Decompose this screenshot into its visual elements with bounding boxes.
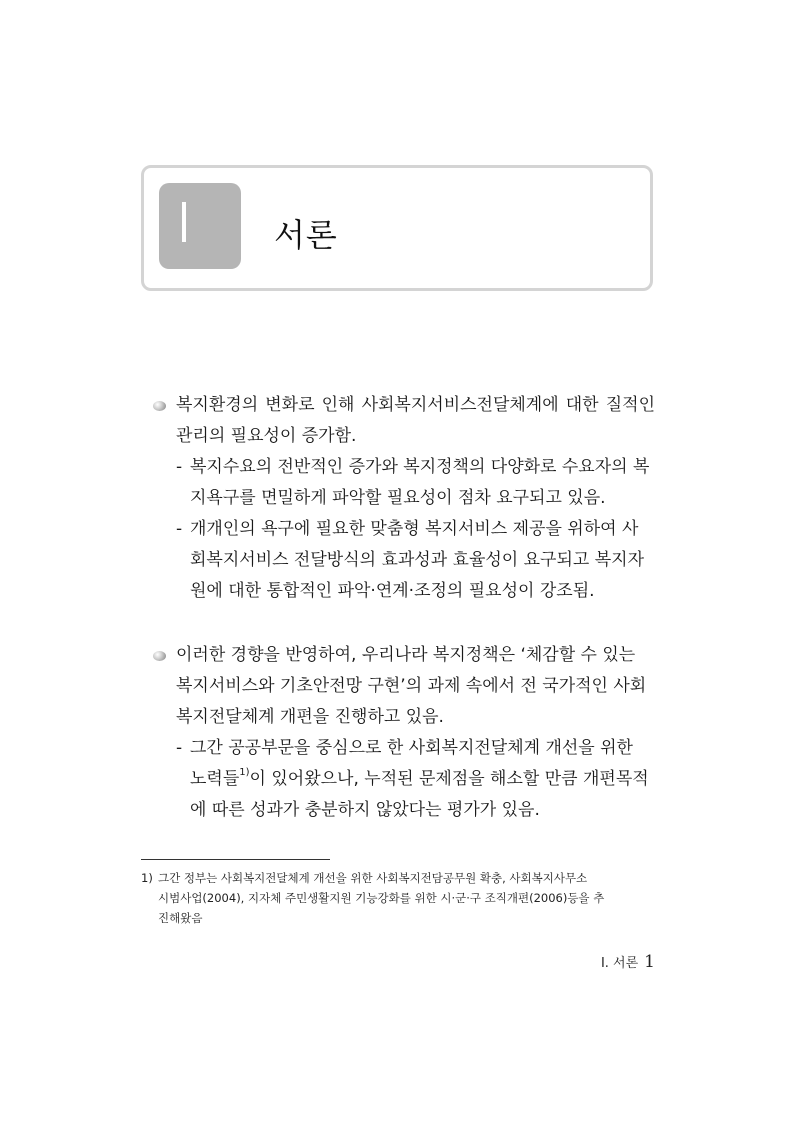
- text-line: 에 따른 성과가 충분하지 않았다는 평가가 있음.: [190, 800, 540, 820]
- chapter-title: 서론: [274, 216, 338, 254]
- text-line: 복지수요의 전반적인 증가와 복지정책의 다양화로 수요자의 복: [190, 457, 650, 477]
- text-line: 지욕구를 면밀하게 파악할 필요성이 점차 요구되고 있음.: [190, 488, 606, 508]
- text-span: 노력들: [190, 769, 240, 789]
- footnote-divider: [141, 859, 330, 860]
- sub-item: [150, 514, 655, 545]
- chapter-number-tile: [159, 183, 241, 269]
- footnote-number: 1): [141, 871, 153, 885]
- sub-item: [150, 733, 655, 764]
- bullet-icon: [153, 401, 166, 411]
- page-number: 1: [644, 952, 655, 972]
- sub-item: [150, 452, 655, 483]
- text-line: 개개인의 욕구에 필요한 맞춤형 복지서비스 제공을 위하여 사: [190, 519, 639, 539]
- footnote-line: 그간 정부는 사회복지전달체계 개선을 위한 사회복지전담공무원 확충, 사회복지사무소: [158, 871, 588, 885]
- footnote-line: 시범사업(2004), 지자체 주민생활지원 기능강화를 위한 시·군·구 조직개편(2006)등을 추: [158, 891, 605, 905]
- text-span: 이 있어왔으나, 누적된 문제점을 해소할 만큼 개편목적: [249, 769, 649, 789]
- text-line: 복지서비스와 기초안전망 구현’의 과제 속에서 전 국가적인 사회: [176, 676, 647, 696]
- text-line: 이러한 경향을 반영하여, 우리나라 복지정책은 ‘체감할 수 있는: [176, 645, 636, 665]
- page-footer: [601, 952, 655, 972]
- text-line: 그간 공공부문을 중심으로 한 사회복지전달체계 개선을 위한: [190, 738, 633, 758]
- text-line: 회복지서비스 전달방식의 효과성과 효율성이 요구되고 복지자: [190, 550, 644, 570]
- chapter-header: [141, 165, 653, 291]
- dash-marker: -: [176, 457, 183, 477]
- text-line: 원에 대한 통합적인 파악·연계·조정의 필요성이 강조됨.: [190, 581, 595, 601]
- chapter-number: [182, 202, 186, 242]
- dash-marker: -: [176, 738, 183, 758]
- running-title: Ⅰ. 서론: [600, 956, 639, 971]
- text-line-with-footnote: [150, 764, 655, 795]
- bullet-paragraph: [150, 390, 655, 421]
- footnote-ref[interactable]: 1): [239, 767, 250, 779]
- text-line: 관리의 필요성이 증가함.: [176, 426, 357, 446]
- bullet-icon: [153, 651, 166, 661]
- section-2: [150, 640, 655, 826]
- section-1: [150, 390, 655, 607]
- text-line: 복지전달체계 개편을 진행하고 있음.: [176, 707, 444, 727]
- text-line: 복지환경의 변화로 인해 사회복지서비스전달체계에 대한 질적인: [176, 395, 655, 415]
- footnote: [141, 868, 655, 928]
- bullet-paragraph: [150, 640, 655, 671]
- footnote-line: 진해왔음: [158, 911, 203, 925]
- dash-marker: -: [176, 519, 183, 539]
